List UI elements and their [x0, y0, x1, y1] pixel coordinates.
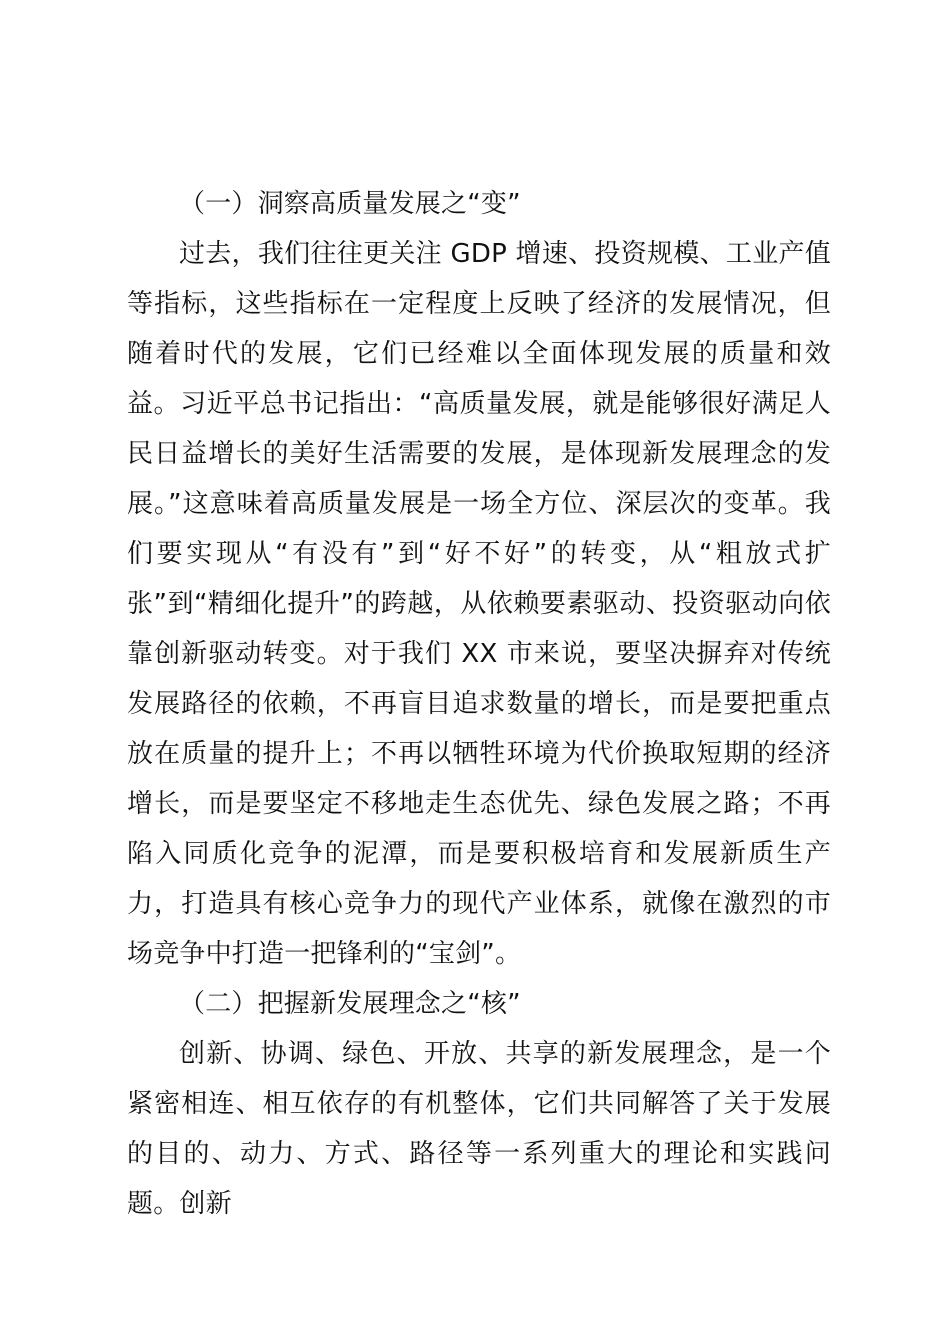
document-body	[127, 179, 831, 1229]
section-heading-1: （一）洞察高质量发展之“变”	[179, 189, 521, 219]
section-paragraph-2: 创新、协调、绿色、开放、共享的新发展理念，是一个紧密相连、相互依存的有机整体，它们共同解答了关于发展的目的、动力、方式、路径等一系列重大的理论和实践问题。创新	[127, 1039, 831, 1219]
section-paragraph-1: 过去，我们往往更关注 GDP 增速、投资规模、工业产值等指标，这些指标在一定程度上反映了经济的发展情况，但随着时代的发展，它们已经难以全面体现发展的质量和效益。习近平总书记指出：“高质量发展，就是能够很好满足人民日益增长的美好生活需要的发展，是体现新发展理念的发展。”这意味着高质量发展是一场全方位、深层次的变革。我们要实现从“有没有”到“好不好”的转变，从“粗放式扩张”到“精细化提升”的跨越，从依赖要素驱动、投资驱动向依靠创新驱动转变。对于我们 XX 市来说，要坚决摒弃对传统发展路径的依赖，不再盲目追求数量的增长，而是要把重点放在质量的提升上；不再以牺牲环境为代价换取短期的经济增长，而是要坚定不移地走生态优先、绿色发展之路；不再陷入同质化竞争的泥潭，而是要积极培育和发展新质生产力，打造具有核心竞争力的现代产业体系，就像在激烈的市场竞争中打造一把锋利的“宝剑”。	[127, 239, 831, 969]
section-heading-2: （二）把握新发展理念之“核”	[179, 989, 521, 1019]
